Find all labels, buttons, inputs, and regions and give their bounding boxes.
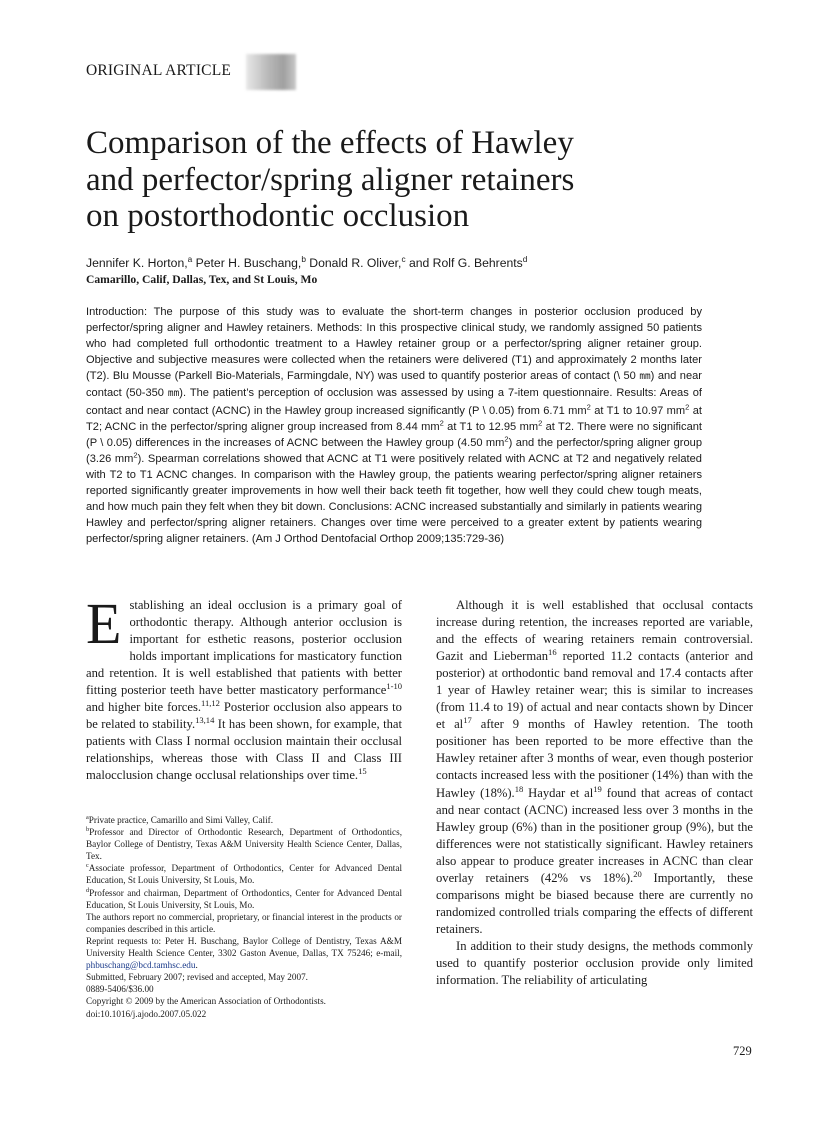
footnote-marker: c: [86, 862, 89, 870]
paragraph-text: Although it is well established that occlusal contacts increase during retention, the increases reported are variable, and the effects of wearing retainers remain controversial. Gazit and Lieberman: [436, 598, 753, 664]
article-title: [86, 125, 726, 235]
superscript: 2: [133, 450, 138, 460]
body-column-right: [436, 597, 753, 989]
author-3-marker: c: [401, 253, 406, 264]
doi: doi:10.1016/j.ajodo.2007.05.022: [86, 1008, 207, 1019]
abstract-text: at T1 to 10.97 mm: [590, 404, 686, 417]
abstract-text: at T1 to 12.95 mm: [443, 420, 539, 433]
author-list: [86, 253, 528, 270]
drop-cap: E: [86, 591, 122, 656]
footnote-a: [86, 814, 402, 826]
section-label: ORIGINAL ARTICLE: [86, 62, 232, 79]
title-line-3: on postorthodontic occlusion: [86, 198, 470, 234]
paragraph-text: Haydar et al: [523, 785, 594, 800]
footnote-text: Professor and chairman, Department of Orthodontics, Center for Advanced Dental Education, St Louis University, St Louis, Mo.: [86, 887, 402, 910]
issn-price: 0889-5406/$36.00: [86, 984, 154, 995]
footnote-marker: d: [86, 886, 90, 894]
author-2: Peter H. Buschang,: [192, 256, 302, 270]
abstract-text: Introduction: The purpose of this study was to evaluate the short-term changes in posterior occlusion produced by perfector/spring aligner and Hawley retainers. Methods: In this prospective clinical study, we randomly assigned 50 patients who had completed full orthodontic treatment to a Hawley retainer group or a perfector/spring aligner retainer group. Objective and subjective measures were collected when the retainers were delivered (T1) and approximately 2 months later (T2). Blu Mousse (Parkell Bio-Materials, Farmingdale, NY) was used to quantify posterior areas of contact (\ 50: [86, 306, 702, 383]
author-2-marker: b: [301, 253, 306, 264]
superscript: 2: [439, 417, 444, 427]
paragraph-text: It has been shown, for example, that patients with Class I normal occlusion maintain their occlusal relationships, whereas those with Class II and Class III malocclusion change occlusal relationships over time.: [86, 717, 402, 783]
footnote-b: [86, 826, 402, 862]
paragraph-text: found that acreas of contact and near contact (ACNC) increased less over 3 months in the Hawley group (6%) than in the positioner group (9%), but the differences were not statistically significant. Hawley retainers also appear to produce greater increases in ACNC than clear overlay retainers (42% vs 18%).: [436, 785, 754, 885]
copyright-notice: Copyright © 2009 by the American Association of Orthodontists.: [86, 996, 326, 1007]
page-number: 729: [733, 1044, 752, 1058]
footnote-marker: b: [86, 826, 90, 834]
author-affiliation: Camarillo, Calif, Dallas, Tex, and St Louis, Mo: [86, 273, 318, 286]
body-column-left: [86, 591, 402, 785]
citation: 13,14: [195, 715, 215, 726]
citation: 11,12: [201, 698, 220, 709]
citation: 19: [593, 783, 602, 794]
citation: 15: [358, 766, 367, 777]
paragraph-text: stablishing an ideal occlusion is a primary goal of orthodontic therapy. Although anterior occlusion is important for esthetic reasons, posterior occlusion holds important implications for masticatory function and retention. It is well established that patients with better fitting posterior teeth have better masticatory performance: [86, 598, 402, 698]
footnotes: [86, 814, 402, 1020]
abstract-text: ) and near contact (50-350: [86, 370, 702, 400]
citation: 16: [548, 646, 557, 657]
author-3: Donald R. Oliver,: [305, 256, 402, 270]
email-link[interactable]: phbuschang@bcd.tamhsc.edu: [86, 960, 196, 971]
body-paragraph: In addition to their study designs, the methods commonly used to quantify posterior occlusion provide only limited information. The reliability of articulating: [436, 938, 753, 988]
paragraph-text: Importantly, these comparisons might be biased because there are currently no randomized controlled trials comparing the effects of different retainers.: [436, 870, 753, 936]
abstract-unit: mm: [639, 371, 651, 383]
footnote-text: Professor and Director of Orthodontic Research, Department of Orthodontics, Baylor College of Dentistry, Texas A&M University Health Science Center, Dallas, Tex.: [86, 827, 402, 862]
intro-paragraph: [86, 591, 402, 785]
paragraph-text: and higher bite forces.: [86, 700, 202, 715]
disclosure-note: The authors report no commercial, proprietary, or financial interest in the products or companies described in this article.: [86, 911, 402, 934]
author-4-marker: d: [522, 253, 528, 264]
footnote-c: [86, 862, 402, 886]
abstract-text: ). Spearman correlations showed that ACNC at T1 were positively related with ACNC at T2 and negatively related with T2 to T1 ACNC changes. In comparison with the Hawley group, the patients wearing perfector/spring aligner retainers reported significantly greater improvements in how well their back teeth fit together, how well they could chew tough meats, and how much pain they felt when they bit down. Conclusions: ACNC increased substantially and similarly in patients wearing Hawley and perfector/spring aligner retainers. Changes over time were perceived to a greater extent by patients wearing perfector/spring aligner retainers. (Am J Orthod Dentofacial Orthop 2009;135:729-36): [86, 452, 702, 546]
paragraph-text: after 9 months of Hawley retention. The tooth positioner has been reported to be more effective than the Hawley retainer after 3 months of wear, even though posterior contacts increased less with the positioner (14%) than with the Hawley (18%).: [436, 717, 753, 800]
title-line-1: Comparison of the effects of Hawley: [86, 125, 574, 161]
abstract-text: at T2. There were no significant (P \ 0.05) differences in the increases of ACNC between the Hawley group (4.50 mm: [86, 420, 702, 449]
abstract-text: ) and the perfector/spring aligner group (3.26 mm: [86, 436, 703, 465]
abstract-text: ). The patient’s perception of occlusion was assessed by using a 7-item questionnaire. Results: Areas of contact and near contact (ACNC) in the Hawley group increased significantly (P \ 0.05) from 6.71 mm: [86, 387, 702, 417]
footnote-marker: a: [86, 813, 89, 821]
superscript: 2: [586, 401, 591, 411]
reprint-text: Reprint requests to: Peter H. Buschang, Baylor College of Dentistry, Texas A&M University Health Science Center, 3302 Gaston Avenue, Dallas, TX 75246; e-mail,: [86, 935, 402, 959]
author-4: and Rolf G. Behrents: [405, 256, 523, 270]
citation: 18: [514, 783, 524, 794]
section-header-shading: [246, 54, 296, 90]
citation: 20: [633, 868, 642, 879]
footnote-d: [86, 887, 402, 911]
footnote-text: Private practice, Camarillo and Simi Valley, Calif.: [88, 815, 273, 825]
abstract-unit: mm: [167, 388, 180, 400]
superscript: 2: [504, 434, 509, 444]
superscript: 2: [685, 401, 690, 411]
reprint-text: .: [195, 960, 198, 971]
body-paragraph: [436, 597, 753, 938]
submission-dates: Submitted, February 2007; revised and accepted, May 2007.: [86, 972, 308, 983]
abstract: [86, 304, 702, 547]
reprint-requests: [86, 935, 402, 971]
abstract-text: at T2; ACNC in the perfector/spring aligner group increased from 8.44 mm: [86, 404, 702, 433]
title-line-2: and perfector/spring aligner retainers: [86, 161, 575, 198]
superscript: 2: [538, 417, 543, 427]
footnote-text: Associate professor, Department of Orthodontics, Center for Advanced Dental Education, St Louis University, St Louis, Mo.: [86, 863, 402, 886]
author-1: Jennifer K. Horton,: [86, 256, 188, 270]
citation: 1-10: [386, 681, 402, 692]
citation: 17: [463, 715, 472, 726]
paragraph-text: Posterior occlusion also appears to be related to stability.: [86, 700, 402, 732]
author-1-marker: a: [187, 253, 193, 264]
paragraph-text: reported 11.2 contacts (anterior and posterior) at orthodontic band removal and 17.4 contacts after 1 year of Hawley retainer wear; this is similar to increases (from 11.4 to 19) of actual and near contacts shown by Dincer et al: [436, 649, 754, 732]
